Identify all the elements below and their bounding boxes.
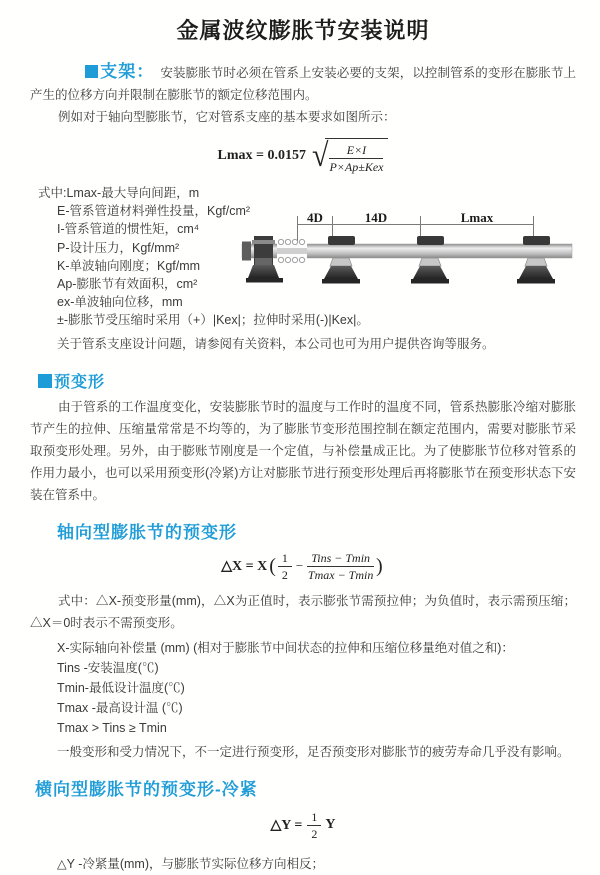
- axial-formula-lhs: △X = X: [221, 558, 268, 574]
- section-square-icon: [85, 65, 98, 78]
- lmax-formula-lhs: Lmax = 0.0157: [217, 148, 306, 163]
- definition-line: X-实际轴向补偿量 (mm) (相对于膨胀节中间状态的拉伸和压缩位移量绝对值之和)：: [57, 640, 514, 655]
- lateral-subheading: 横向型膨胀节的预变形-冷紧: [35, 779, 258, 799]
- definition-line: E-管系管道材料弹性投量，Kgf/cm²: [57, 204, 251, 219]
- pipe-support-diagram: [240, 211, 600, 306]
- preform-paragraph: 由于管系的工作温度变化，安装膨胀节时的温度与工作时的温度不同，管系热膨胀冷缩对膨胀节产生的拉伸、压缩量常常是不均等的，为了膨胀节变形范围控制在额定范围内，需要对膨胀节采取预变形处理。另外，由于膨账节刚度是一个定值，与补偿量成正比。为了使膨胀节位移对管系的作用力最小，也可以采用预变形(冷紧)方让对膨胀节进行预变形处理后再将膨胀节在预变形状态下安装在管系中。: [30, 399, 576, 502]
- preform-section-heading: [38, 369, 576, 392]
- support-section-heading: [85, 62, 154, 81]
- lmax-numerator: E×I: [329, 143, 383, 159]
- pipe-support: [246, 258, 283, 283]
- pipe-support: [322, 236, 360, 284]
- half-denominator: 2: [311, 826, 318, 841]
- half-fraction: [307, 810, 321, 841]
- support-definitions-block: [30, 184, 576, 355]
- definition-line: P-设计压力，Kgf/mm²: [57, 240, 180, 255]
- definition-line: Tmax > Tins ≥ Tmin: [57, 720, 167, 735]
- pipe-support: [411, 236, 449, 284]
- pipe-support: [517, 236, 555, 284]
- lateral-formula-rhs: Y: [325, 817, 336, 833]
- axial-explain-paragraph: 式中：△X-预变形量(mm)，△X为正值时，表示膨张节需预拉伸；为负值时，表示需预压缩；△X＝0时表示不需预变形。: [30, 593, 576, 630]
- lateral-formula-lhs: △Y =: [270, 817, 303, 833]
- definition-line: Ap-膨胀节有效面积，cm²: [57, 277, 198, 292]
- definition-line: Tins -安装温度(℃): [57, 660, 159, 675]
- half-fraction: [278, 551, 292, 582]
- definition-line: ex-单波轴向位移，mm: [57, 295, 183, 310]
- axial-subheading: 轴向型膨胀节的预变形: [57, 522, 237, 542]
- dim-label-4d: 4D: [307, 211, 323, 225]
- half-numerator: 1: [307, 810, 321, 826]
- support-example-line: 例如对于轴向型膨胀节，它对管系支座的基本要求如图所示：: [58, 110, 396, 124]
- preform-heading-label: 预变形: [54, 373, 106, 391]
- minus-operator: −: [295, 558, 304, 574]
- definition-line: Tmin-最低设计温度(℃): [57, 680, 185, 695]
- pipe-end-flange: [242, 242, 251, 261]
- definition-line: K-单波轴向刚度；Kgf/mm: [57, 258, 201, 273]
- page-title: 金属波纹膨胀节安装说明: [176, 18, 430, 43]
- lmax-fraction: [329, 143, 383, 174]
- temp-denominator: Tmax − Tmin: [307, 567, 374, 582]
- open-paren: (: [269, 554, 276, 577]
- radical-sign: √: [312, 137, 329, 174]
- definition-line: ±-膨胀节受压缩时采用（+）|Kex|；拉伸时采用(-)|Kex|。: [57, 313, 369, 328]
- lmax-denominator: P×Ap±Kex: [329, 160, 384, 174]
- support-intro-text: 安装膨胀节时必须在管系上安装必要的支架，以控制管系的变形在膨胀节上产生的位移方向并限制在膨胀节的额定位移范围内。: [30, 66, 576, 102]
- section-square-icon: [38, 374, 52, 388]
- dim-label-14d: 14D: [364, 211, 388, 225]
- dim-label-lmax: Lmax: [460, 211, 494, 225]
- close-paren: ): [376, 554, 383, 577]
- support-intro-paragraph: [30, 61, 576, 106]
- axial-formula: [30, 551, 576, 582]
- bellows-icon: [277, 239, 307, 262]
- axial-definitions-block: [30, 638, 576, 763]
- support-note-line: 关于管系支座设计问题，请参阅有关资料，本公司也可为用户提供咨询等服务。: [57, 336, 495, 351]
- sqrt-radical: [312, 138, 388, 174]
- axial-note-line: 一般变形和受力情况下，不一定进行预变形，足否预变形对膨胀节的疲劳寿命几乎没有影响。: [57, 744, 570, 759]
- lateral-note-line: △Y -冷紧量(mm)，与膨胀节实际位移方向相反；: [57, 856, 325, 871]
- definition-line: 式中:Lmax-最大导向间距，m: [38, 186, 200, 200]
- temperature-fraction: [307, 551, 374, 582]
- half-denominator: 2: [281, 567, 288, 582]
- support-heading-label: 支架：: [100, 62, 155, 81]
- half-numerator: 1: [278, 551, 292, 567]
- lateral-formula: [30, 810, 576, 841]
- definition-line: Tmax -最高设计温 (℃): [57, 700, 183, 715]
- temp-numerator: Tins − Tmin: [307, 551, 374, 567]
- radical-body: [325, 138, 388, 174]
- definition-line: I-管系管道的惯性矩，cm⁴: [57, 222, 200, 237]
- lmax-formula: [30, 138, 576, 174]
